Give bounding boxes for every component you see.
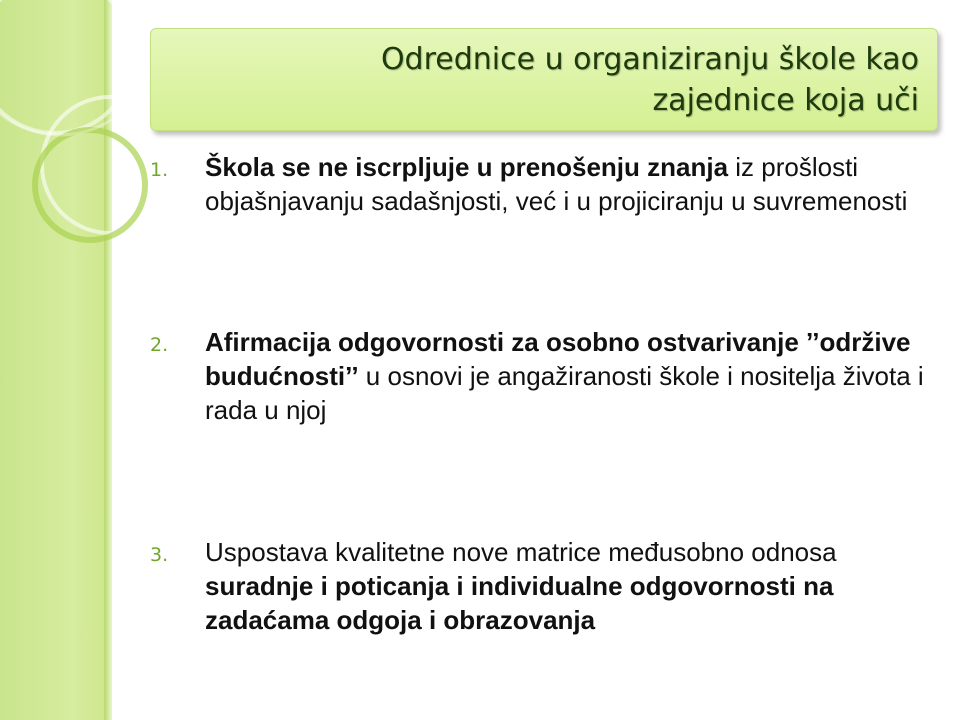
title-line-1: Odrednice u organiziranju škole kao xyxy=(380,42,919,77)
item-bold-text: suradnje i poticanja i individualne odgovornosti na zadaćama odgoja i obrazovanja xyxy=(205,571,834,635)
item-text xyxy=(205,535,940,637)
item-bold-text: Škola se ne iscrpljuje u prenošenju znanja xyxy=(205,152,729,182)
item-number: 1. xyxy=(150,159,169,181)
item-bold-text: Afirmacija odgovornosti za osobno ostvarivanje ’’održive budućnosti’’ xyxy=(205,327,911,391)
title-line-2: zajednice koja uči xyxy=(652,83,919,118)
item-text xyxy=(205,150,940,218)
item-plain-text: u osnovi je angažiranosti škole i nositelja života i rada u njoj xyxy=(205,361,924,425)
item-plain-text: Uspostava kvalitetne nove matrice međusobno odnosa xyxy=(205,537,837,567)
title-box xyxy=(150,28,938,131)
item-number: 2. xyxy=(150,334,169,356)
item-text xyxy=(205,325,940,427)
item-number: 3. xyxy=(150,544,169,566)
ring-green xyxy=(35,130,145,240)
slide-title xyxy=(161,39,919,121)
item-plain-text: iz prošlosti objašnjavanju sadašnjosti, već i u projiciranju u suvremenosti xyxy=(205,152,908,216)
